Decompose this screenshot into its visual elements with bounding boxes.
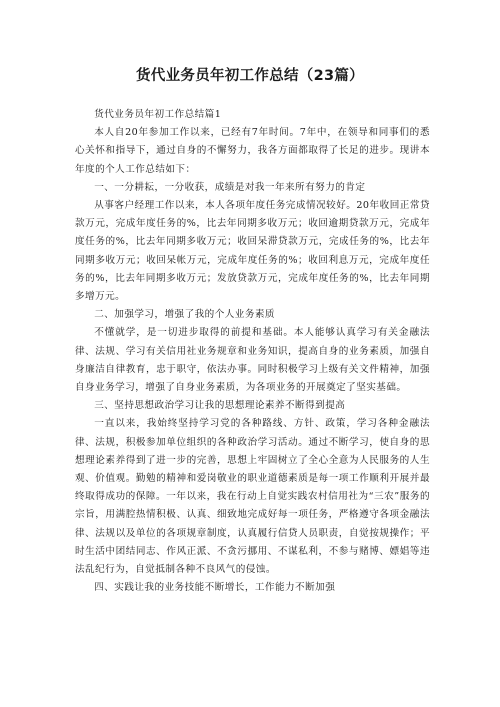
body-paragraph: 不懂就学，是一切进步取得的前提和基础。本人能够认真学习有关金融法律、法规、学习有关信用社业务规章和业务知识，提高自身的业务素质，加强自身廉洁自律教育，忠于职守，依法办事。同时积极学习上级有关文件精神，加强自身业务学习，增强了自身业务素质，为各项业务的开展奠定了坚实基础。	[75, 327, 430, 394]
body-paragraph: 从事客户经理工作以来，本人各项年度任务完成情况较好。20年收回正常贷款万元，完成年度任务的%，比去年同期多收万元；收回逾期贷款万元，完成年度任务的%，比去年同期多收万元；收回呆滞贷款万元，完成任务的%，比去年同期多收万元；收回呆帐万元，完成年度任务的%；收回利息万元，完成年度任务的%，比去年同期多收万元；发放贷款万元，完成年度任务的%，比去年同期多增万元。	[75, 200, 430, 303]
subheading: 三、坚持思想政治学习让我的思想理论素养不断得到提高	[94, 400, 346, 412]
subheading: 一、一分耕耘，一分收获，成绩是对我一年来所有努力的肯定	[94, 181, 366, 193]
subheading: 四、实践让我的业务技能不断增长，工作能力不断加强	[94, 582, 336, 594]
document-body	[75, 106, 430, 597]
section-heading: 货代业务员年初工作总结篇1	[94, 109, 222, 120]
subheading: 二、加强学习，增强了我的个人业务素质	[94, 309, 275, 321]
document-title: 货代业务员年初工作总结（23篇）	[136, 68, 364, 84]
body-paragraph: 本人自20年参加工作以来，已经有7年时间。7年中，在领导和同事们的悉心关怀和指导下，通过自身的不懈努力，我各方面都取得了长足的进步。现讲本年度的个人工作总结如下：	[75, 127, 430, 175]
body-paragraph: 一直以来，我始终坚持学习党的各种路线、方针、政策，学习各种金融法律、法规，积极参加单位组织的各种政治学习活动。通过不断学习，使自身的思想理论素养得到了进一步的完善，思想上牢固树立了全心全意为人民服务的人生观、价值观。勤勉的精神和爱岗敬业的职业道德素质是每一项工作顺利开展并最终取得成功的保障。一年以来，我在行动上自觉实践农村信用社为“三农”服务的宗旨，用满腔热情积极、认真、细致地完成好每一项任务，严格遵守各项金融法律、法规以及单位的各项规章制度，认真履行信贷人员职责，自觉按规操作；平时生活中团结同志、作风正派、不贪污挪用、不谋私利，不参与赌博、嫖娼等违法乱纪行为，自觉抵制各种不良风气的侵蚀。	[75, 418, 430, 576]
